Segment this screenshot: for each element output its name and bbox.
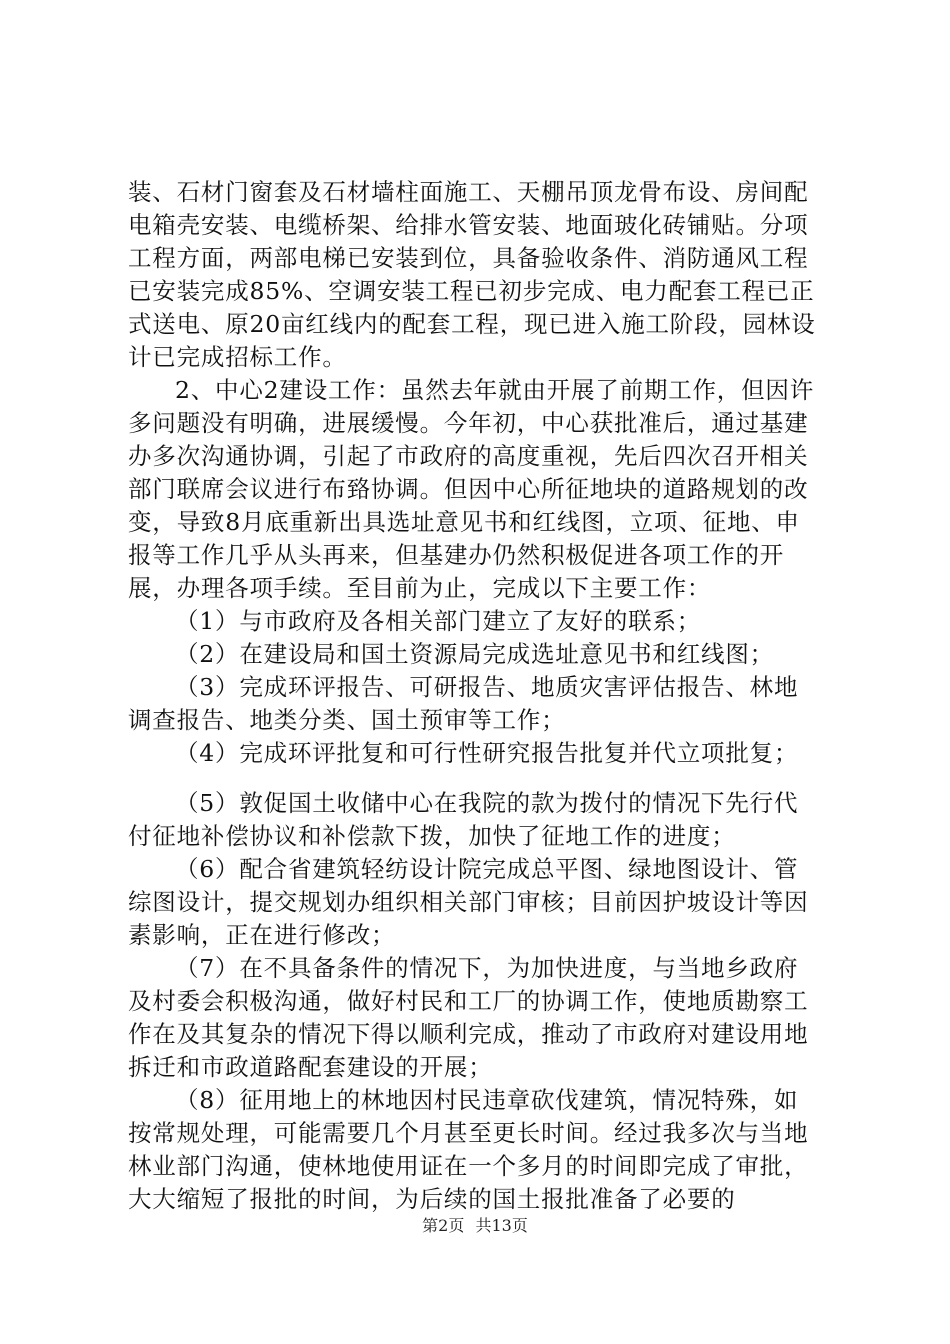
list-item-7: （7）在不具备条件的情况下，为加快进度，与当地乡政府及村委会积极沟通，做好村民和工厂的协调工作，使地质勘察工作在及其复杂的情况下得以顺利完成，推动了市政府对建设用地拆迁和市政道路配套建设的开展； bbox=[128, 954, 809, 1081]
body-section-items-b bbox=[128, 787, 822, 1216]
list-item-3: （3）完成环评报告、可研报告、地质灾害评估报告、林地调查报告、地类分类、国土预审等工作； bbox=[128, 673, 799, 734]
list-item-5: （5）敦促国土收储中心在我院的款为拨付的情况下先行代付征地补偿协议和补偿款下拨，加快了征地工作的进度； bbox=[128, 789, 799, 850]
body-section-items-a bbox=[128, 605, 822, 770]
paragraph-continuation: 装、石材门窗套及石材墙柱面施工、天棚吊顶龙骨布设、房间配电箱壳安装、电缆桥架、给排水管安装、地面玻化砖铺贴。分项工程方面，两部电梯已安装到位，具备验收条件、消防通风工程已安装完成85%、空调安装工程已初步完成、电力配套工程已正式送电、原20亩红线内的配套工程，现已进入施工阶段，园林设计已完成招标工作。 bbox=[128, 178, 816, 371]
list-item-4: （4）完成环评批复和可行性研究报告批复并代立项批复； bbox=[175, 739, 799, 767]
page-footer bbox=[0, 1216, 950, 1236]
body-section-top bbox=[128, 176, 822, 605]
list-item-8: （8）征用地上的林地因村民违章砍伐建筑，情况特殊，如按常规处理，可能需要几个月甚至更长时间。经过我多次与当地林业部门沟通，使林地使用证在一个多月的时间即完成了审批，大大缩短了报批的时间，为后续的国土报批准备了必要的 bbox=[128, 1086, 809, 1213]
list-item-6: （6）配合省建筑轻纺设计院完成总平图、绿地图设计、管综图设计，提交规划办组织相关部门审核；目前因护坡设计等因素影响，正在进行修改； bbox=[128, 855, 809, 949]
paragraph-center2-work: 2、中心2建设工作：虽然去年就由开展了前期工作，但因许多问题没有明确，进展缓慢。今年初，中心获批准后，通过基建办多次沟通协调，引起了市政府的高度重视，先后四次召开相关部门联席会议进行布臵协调。但因中心所征地块的道路规划的改变，导致8月底重新出具选址意见书和红线图，立项、征地、申报等工作几乎从头再来，但基建办仍然积极促进各项工作的开展，办理各项手续。至目前为止，完成以下主要工作： bbox=[128, 376, 815, 602]
total-pages: 共13页 bbox=[475, 1216, 528, 1235]
page-number: 第2页 bbox=[422, 1216, 465, 1235]
list-item-1: （1）与市政府及各相关部门建立了友好的联系； bbox=[175, 607, 702, 635]
list-item-2: （2）在建设局和国土资源局完成选址意见书和红线图； bbox=[175, 640, 774, 668]
